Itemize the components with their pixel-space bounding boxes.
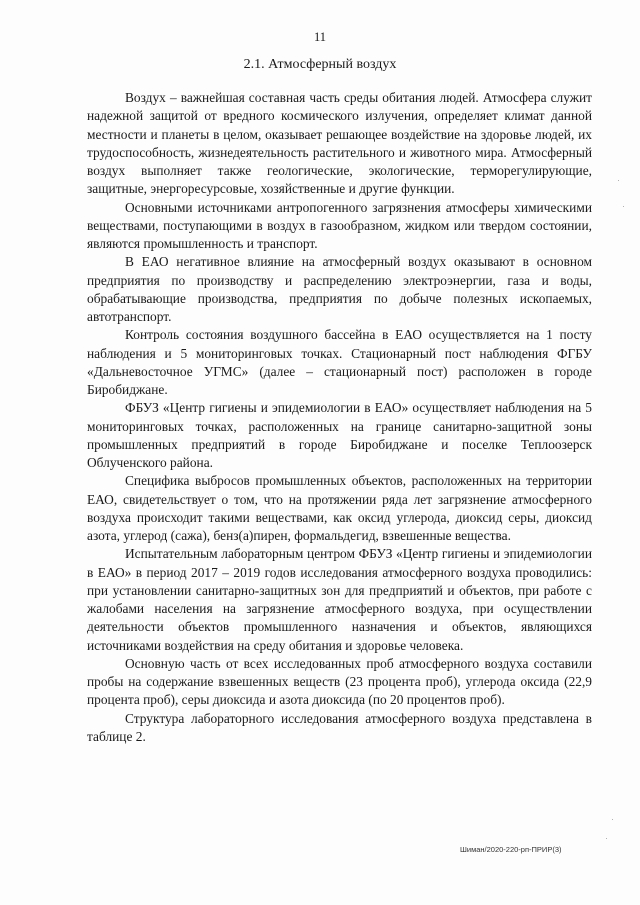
page-number: 11 bbox=[313, 30, 327, 44]
paragraph: Испытательным лабораторным центром ФБУЗ «Центр гигиены и эпидемиологии в ЕАО» в период 2017 – 2019 годов исследования атмосферного воздуха проводились: при установлении санитарно-защитных зон для предприятий и объектов, при работе с жалобами населения на загрязнение атмосферного воздуха, при осуществлении деятельности объектов промышленного назначения и объектов, являющихся источниками воздействия на среду обитания и здоровье человека. bbox=[87, 546, 592, 653]
scan-speck bbox=[623, 206, 624, 207]
scan-speck bbox=[618, 180, 619, 181]
paragraph: ФБУЗ «Центр гигиены и эпидемиологии в ЕАО» осуществляет наблюдения на 5 мониторинговых точках, расположенных на границе санитарно-защитной зоны промышленных предприятий в городе Биробиджане и поселке Теплоозерск Облученского района. bbox=[87, 400, 592, 470]
paragraph: В ЕАО негативное влияние на атмосферный воздух оказывают в основном предприятия по производству и распределению электроэнергии, газа и воды, обрабатывающие производства, предприятия по добыче полезных ископаемых, автотранспорт. bbox=[87, 254, 592, 324]
section-heading: 2.1. Атмосферный воздух bbox=[243, 57, 397, 72]
document-code: Шиман/2020-220-рп-ПРИР(3) bbox=[460, 845, 562, 854]
paragraph: Контроль состояния воздушного бассейна в ЕАО осуществляется на 1 посту наблюдения и 5 мониторинговых точках. Стационарный пост наблюдения ФГБУ «Дальневосточное УГМС» (далее – стационарный пост) расположен в городе Биробиджане. bbox=[87, 327, 592, 397]
paragraph: Структура лабораторного исследования атмосферного воздуха представлена в таблице 2. bbox=[87, 710, 592, 744]
paragraph: Специфика выбросов промышленных объектов, расположенных на территории ЕАО, свидетельствует о том, что на протяжении ряда лет загрязнение атмосферного воздуха происходит такими веществами, как оксид углерода, диоксид серы, диоксид азота, углерод (сажа), бенз(а)пирен, формальдегид, взвешенные вещества. bbox=[87, 473, 592, 543]
scan-speck bbox=[612, 819, 613, 820]
paragraph: Основную часть от всех исследованных проб атмосферного воздуха составили пробы на содержание взвешенных веществ (23 процента проб), углерода оксида (22,9 процента проб), серы диоксида и азота диоксида (по 20 процентов проб). bbox=[87, 655, 592, 708]
body-text bbox=[87, 89, 592, 746]
paragraph: Основными источниками антропогенного загрязнения атмосферы химическими веществами, поступающими в воздух в газообразном, жидком или твердом состоянии, являются промышленность и транспорт. bbox=[87, 199, 592, 251]
paragraph: Воздух – важнейшая составная часть среды обитания людей. Атмосфера служит надежной защитой от вредного космического излучения, определяет климат данной местности и планеты в целом, оказывает решающее воздействие на здоровье людей, их трудоспособность, жизнедеятельность растительного и животного мира. Атмосферный воздух выполняет также геологические, экологические, терморегулирующие, защитные, энергоресурсовые, хозяйственные и другие функции. bbox=[87, 90, 592, 197]
scan-speck bbox=[606, 838, 607, 839]
